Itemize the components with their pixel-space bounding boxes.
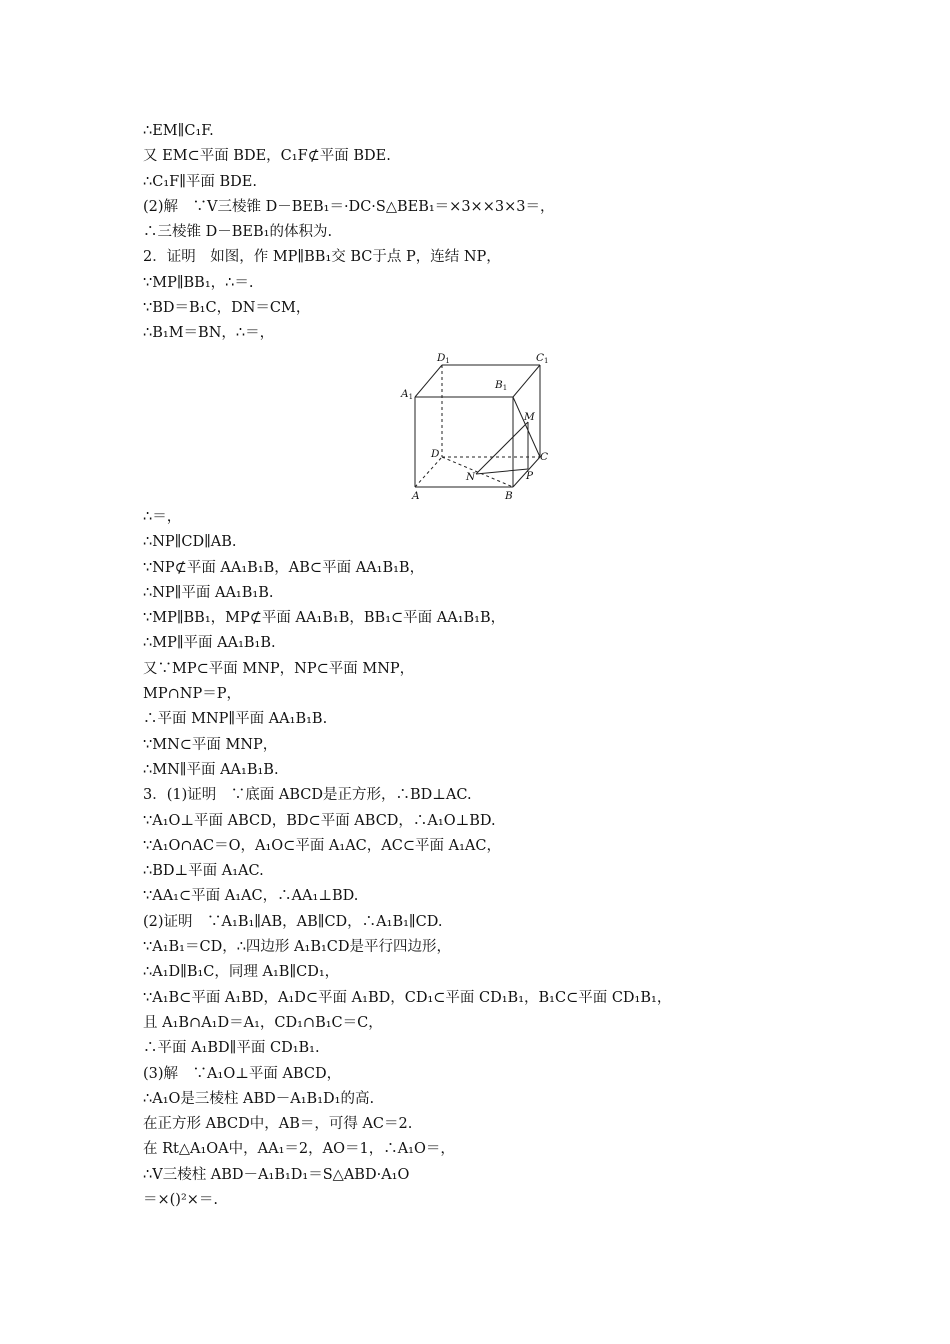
label-B1: B1 <box>495 379 508 392</box>
text-line: (3)解 ∵A₁O⊥平面 ABCD， <box>143 1065 342 1082</box>
cube-figure <box>395 347 560 507</box>
text-line: ∴NP∥平面 AA₁B₁B. <box>143 584 274 601</box>
text-line: ∴BD⊥平面 A₁AC. <box>143 863 264 880</box>
text-line: 又∵MP⊂平面 MNP，NP⊂平面 MNP， <box>143 660 415 677</box>
text-line: ∵A₁O∩AC＝O，A₁O⊂平面 A₁AC，AC⊂平面 A₁AC， <box>143 837 501 854</box>
text-line: 在正方形 ABCD中，AB＝，可得 AC＝2. <box>143 1116 413 1133</box>
label-N: N <box>466 471 476 483</box>
text-line: 且 A₁B∩A₁D＝A₁，CD₁∩B₁C＝C， <box>143 1014 383 1031</box>
label-D: D <box>431 448 440 460</box>
text-line: 又 EM⊂平面 BDE，C₁F⊄平面 BDE. <box>143 148 391 165</box>
text-line: ∴＝， <box>143 509 182 525</box>
text-line: ∴平面 A₁BD∥平面 CD₁B₁. <box>143 1040 320 1057</box>
text-line: ∴A₁O是三棱柱 ABD－A₁B₁D₁的高. <box>143 1090 375 1107</box>
label-B: B <box>505 490 513 502</box>
text-line: ∵A₁O⊥平面 ABCD，BD⊂平面 ABCD，∴A₁O⊥BD. <box>143 812 496 829</box>
text-line: (2)证明 ∵A₁B₁∥AB，AB∥CD，∴A₁B₁∥CD. <box>143 913 443 930</box>
text-line: ∵NP⊄平面 AA₁B₁B，AB⊂平面 AA₁B₁B， <box>143 559 425 576</box>
label-D1: D1 <box>437 352 450 365</box>
text-line: ∴A₁D∥B₁C，同理 A₁B∥CD₁， <box>143 964 340 981</box>
text-line: ＝×()²×＝. <box>143 1192 219 1209</box>
text-line: 3．(1)证明 ∵底面 ABCD是正方形，∴BD⊥AC. <box>143 787 472 804</box>
text-line: (2)解 ∵V三棱锥 D－BEB₁＝·DC·S△BEB₁＝×3××3×3＝， <box>143 198 555 215</box>
label-M: M <box>524 411 535 423</box>
text-line: ∵AA₁⊂平面 A₁AC，∴AA₁⊥BD. <box>143 888 359 905</box>
label-C: C <box>540 451 549 463</box>
text-line: ∴平面 MNP∥平面 AA₁B₁B. <box>143 711 328 728</box>
text-line: 2．证明 如图，作 MP∥BB₁交 BC于点 P，连结 NP， <box>143 249 501 266</box>
text-line: ∴B₁M＝BN，∴＝， <box>143 325 275 342</box>
text-line: ∵MP∥BB₁，MP⊄平面 AA₁B₁B，BB₁⊂平面 AA₁B₁B， <box>143 610 506 627</box>
label-P: P <box>526 470 534 482</box>
text-line: ∵BD＝B₁C，DN＝CM， <box>143 300 311 317</box>
label-A: A <box>412 490 420 502</box>
cube-diagram <box>395 347 560 507</box>
text-line: ∵A₁B⊂平面 A₁BD，A₁D⊂平面 A₁BD，CD₁⊂平面 CD₁B₁，B₁C⊂平面 CD₁B₁， <box>143 989 672 1006</box>
text-line: ∴C₁F∥平面 BDE. <box>143 173 257 190</box>
text-line: ∴V三棱柱 ABD－A₁B₁D₁＝S△ABD·A₁O <box>143 1166 410 1183</box>
text-line: ∴三棱锥 D－BEB₁的体积为. <box>143 224 333 241</box>
text-line: ∴EM∥C₁F. <box>143 123 214 139</box>
text-line: ∵MP∥BB₁，∴＝. <box>143 274 254 291</box>
text-line: ∵A₁B₁＝CD，∴四边形 A₁B₁CD是平行四边形， <box>143 939 452 956</box>
label-A1: A1 <box>401 388 414 401</box>
solution-part-2 <box>143 505 843 1213</box>
text-line: ∴MP∥平面 AA₁B₁B. <box>143 635 276 652</box>
text-line: 在 Rt△A₁OA中，AA₁＝2，AO＝1，∴A₁O＝， <box>143 1141 455 1158</box>
text-line: MP∩NP＝P， <box>143 686 241 703</box>
text-line: ∵MN⊂平面 MNP， <box>143 736 278 753</box>
text-line: ∴NP∥CD∥AB. <box>143 534 237 551</box>
label-C1: C1 <box>536 352 549 365</box>
solution-part-1 <box>143 119 843 347</box>
text-line: ∴MN∥平面 AA₁B₁B. <box>143 761 279 778</box>
